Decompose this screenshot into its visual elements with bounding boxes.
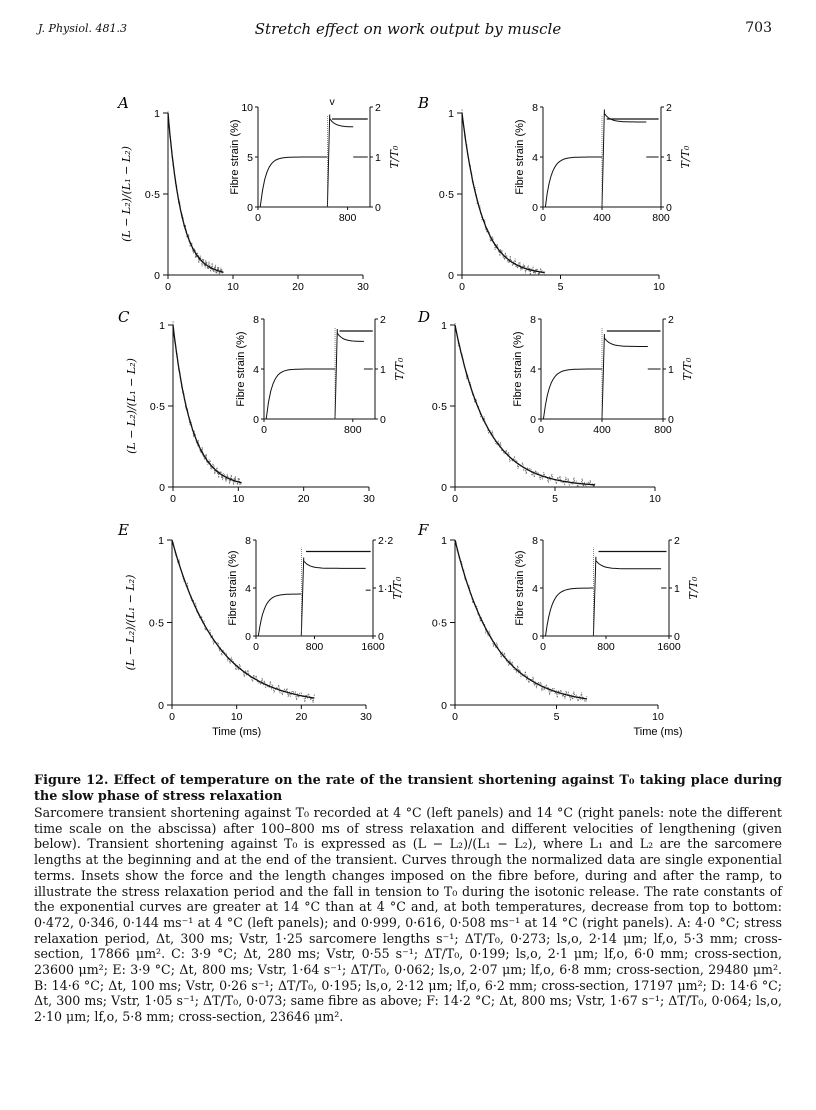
inset-right-tick-label: 1: [668, 364, 674, 376]
x-tick-label: 10: [230, 711, 243, 723]
inset: [235, 314, 406, 436]
x-tick-label: 20: [297, 493, 310, 505]
panel-f: [417, 521, 700, 738]
inset-right-tick-label: 1: [375, 152, 381, 164]
y-tick-label: 1: [448, 108, 454, 120]
caption-body: Sarcomere transient shortening against T₀ recorded at 4 °C (left panels) and 14 °C (right panels: note the different time scale on the abscissa) after 100–800 ms of stress relaxation and different velocities of lengthening (given below). Transient shortening against T₀ is expressed as (L − L₂)/(L₁ − L₂), where L₁ and L₂ are the sarcomere lengths at the beginning and at the end of the transient. Curves through the normalized data are single exponential terms. Insets show the force and the length changes imposed on the fibre before, during and after the ramp, to illustrate the stress relaxation period and the fall in tension to T₀ during the isotonic release. The rate constants of the exponential curves are greater at 14 °C than at 4 °C and, at both temperatures, decrease from top to bottom: 0·472, 0·346, 0·144 ms⁻¹ at 4 °C (left panels); and 0·999, 0·616, 0·508 ms⁻¹ at 14 °C (right panels). A: 4·0 °C; stress relaxation period, Δt, 300 ms; Vstr, 1·25 sarcomere lengths s⁻¹; ΔT/T₀, 0·273; ls,o, 2·14 μm; lf,o, 5·3 mm; cross-section, 17866 μm². C: 3·9 °C; Δt, 280 ms; Vstr, 0·55 s⁻¹; ΔT/T₀, 0·199; ls,o, 2·1 μm; lf,o, 6·0 mm; cross-section, 23600 μm²; E: 3·9 °C; Δt, 800 ms; Vstr, 1·64 s⁻¹; ΔT/T₀, 0·062; ls,o, 2·07 μm; lf,o, 6·8 mm; cross-section, 29480 μm². B: 14·6 °C; Δt, 100 ms; Vstr, 0·26 s⁻¹; ΔT/T₀, 0·195; ls,o, 2·12 μm; lf,o, 6·2 mm; cross-section, 17197 μm²; D: 14·6 °C; Δt, 300 ms; Vstr, 1·05 s⁻¹; ΔT/T₀, 0·073; same fibre as above; F: 14·2 °C; Δt, 800 ms; Vstr, 1·67 s⁻¹; ΔT/T₀, 0·064; ls,o, 2·10 μm; lf,o, 5·8 mm; cross-section, 23646 μm².: [34, 805, 782, 1025]
panel-b: [417, 94, 692, 293]
x-tick-label: 0: [165, 281, 171, 293]
strain-trace: [266, 369, 335, 419]
inset-right-label: T/T₀: [687, 576, 700, 600]
x-tick-label: 0: [459, 281, 465, 293]
x-tick-label: 10: [652, 711, 664, 723]
inset-right-label: T/T₀: [391, 576, 404, 600]
tension-trace: [327, 115, 353, 208]
inset-x-tick-label: 0: [540, 212, 546, 224]
inset-left-tick-label: 8: [532, 102, 538, 114]
strain-trace: [543, 369, 602, 419]
tension-trace: [602, 334, 648, 419]
inset-x-tick-label: 0: [255, 212, 261, 224]
strain-trace: [546, 588, 594, 636]
inset-x-tick-label: 400: [593, 424, 611, 436]
inset-x-tick-label: 800: [305, 641, 324, 653]
inset: [229, 96, 401, 224]
inset-left-tick-label: 0: [253, 414, 259, 426]
inset-x-tick-label: 0: [261, 424, 267, 436]
inset-left-label: Fibre strain (%): [512, 331, 524, 407]
panel-e: [117, 521, 404, 738]
x-tick-label: 30: [363, 493, 375, 505]
exponential-fit-line: [455, 325, 595, 485]
inset-left-tick-label: 0: [532, 631, 538, 643]
data-trace: [168, 111, 223, 275]
inset-right-tick-label: 0: [666, 202, 672, 214]
inset-x-tick-label: 1600: [657, 641, 681, 653]
y-tick-label: 1: [441, 535, 447, 547]
inset-right-tick-label: 2: [666, 102, 672, 114]
y-tick-label: 0: [448, 270, 454, 282]
panel-label: B: [418, 94, 430, 112]
tension-trace: [602, 110, 646, 208]
figure-caption: [34, 773, 782, 1025]
inset-left-tick-label: 4: [532, 583, 538, 595]
panel-label: C: [118, 308, 130, 326]
inset-x-tick-label: 0: [540, 641, 546, 653]
inset-left-label: Fibre strain (%): [229, 119, 241, 195]
inset-x-tick-label: 0: [538, 424, 544, 436]
inset-x-tick-label: 0: [253, 641, 259, 653]
inset: [227, 535, 404, 653]
inset-right-label: T/T₀: [681, 357, 694, 381]
journal-reference: J. Physiol. 481.3: [38, 22, 128, 35]
x-tick-label: 0: [170, 493, 176, 505]
x-tick-label: 10: [227, 281, 239, 293]
exponential-fit-line: [172, 540, 314, 698]
inset-x-tick-label: 800: [652, 212, 670, 224]
inset-right-tick-label: 1: [674, 583, 680, 595]
strain-trace: [258, 594, 301, 636]
y-tick-label: 1: [158, 535, 164, 547]
exponential-fit-line: [168, 113, 223, 272]
x-tick-label: 0: [452, 711, 458, 723]
inset-left-tick-label: 5: [247, 152, 253, 164]
inset-left-tick-label: 0: [245, 631, 251, 643]
inset-left-tick-label: 8: [245, 535, 251, 547]
inset-x-tick-label: 800: [597, 641, 615, 653]
y-tick-label: 0: [441, 700, 447, 712]
main-y-label: (L − L₂)/(L₁ − L₂): [125, 358, 138, 454]
exponential-fit-line: [173, 325, 242, 483]
inset-right-tick-label: 2: [375, 102, 381, 114]
y-tick-label: 1: [159, 320, 165, 332]
inset-left-tick-label: 4: [532, 152, 538, 164]
inset-left-label: Fibre strain (%): [227, 550, 239, 626]
y-tick-label: 0: [158, 700, 164, 712]
main-y-label: (L − L₂)/(L₁ − L₂): [124, 574, 137, 671]
x-tick-label: 30: [357, 281, 369, 293]
inset-x-tick-label: 800: [338, 212, 357, 224]
y-tick-label: 1: [154, 108, 160, 120]
inset-right-label: T/T₀: [393, 357, 406, 381]
inset-right-tick-label: 0: [375, 202, 381, 214]
y-tick-label: 0: [441, 482, 447, 494]
x-axis-label: Time (ms): [212, 726, 262, 738]
x-tick-label: 20: [292, 281, 304, 293]
y-tick-label: 1: [441, 320, 447, 332]
panel-c: [118, 308, 406, 505]
data-trace: [172, 540, 314, 703]
inset-left-tick-label: 8: [253, 314, 259, 326]
ramp-marker: v: [329, 96, 335, 108]
inset-right-tick-label: 0: [668, 414, 674, 426]
x-tick-label: 20: [295, 711, 308, 723]
inset: [512, 314, 694, 436]
running-title: Stretch effect on work output by muscle: [254, 20, 562, 38]
y-tick-label: 0: [159, 482, 165, 494]
x-tick-label: 10: [232, 493, 245, 505]
inset: [514, 535, 700, 653]
data-trace: [462, 109, 545, 275]
inset-left-tick-label: 8: [532, 535, 538, 547]
inset-right-tick-label: 0: [378, 631, 384, 643]
x-tick-label: 5: [553, 711, 560, 723]
inset-right-tick-label: 1: [666, 152, 672, 164]
inset-left-tick-label: 4: [530, 364, 536, 376]
inset-left-tick-label: 8: [530, 314, 536, 326]
panel-label: A: [118, 94, 129, 112]
tension-trace: [593, 557, 661, 636]
inset-right-tick-label: 1: [380, 364, 386, 376]
x-tick-label: 0: [452, 493, 458, 505]
x-tick-label: 5: [552, 493, 558, 505]
inset-x-tick-label: 800: [344, 424, 362, 436]
x-tick-label: 0: [169, 711, 175, 723]
main-y-label: (L − L₂)/(L₁ − L₂): [120, 146, 133, 242]
y-tick-label: 0·5: [148, 617, 164, 630]
y-tick-label: 0·5: [431, 617, 447, 630]
panel-a: [116, 94, 401, 293]
inset-left-label: Fibre strain (%): [235, 331, 247, 407]
inset-right-tick-label: 2: [674, 535, 680, 547]
inset-right-label: T/T₀: [388, 145, 401, 169]
inset-right-tick-label: 1·1: [378, 583, 394, 595]
y-tick-label: 0: [154, 270, 160, 282]
x-tick-label: 30: [360, 711, 372, 723]
inset-right-tick-label: 2·2: [378, 535, 394, 547]
x-axis-label: Time (ms): [633, 726, 683, 738]
inset-left-tick-label: 4: [253, 364, 259, 376]
x-tick-label: 5: [557, 281, 564, 293]
inset: [514, 102, 692, 224]
exponential-fit-line: [462, 113, 545, 273]
inset-right-label: T/T₀: [679, 145, 692, 169]
inset-right-tick-label: 2: [380, 314, 386, 326]
inset-x-tick-label: 400: [593, 212, 611, 224]
y-tick-label: 0·5: [149, 401, 165, 413]
x-tick-label: 10: [653, 281, 665, 293]
panel-label: D: [418, 308, 431, 326]
inset-x-tick-label: 800: [654, 424, 672, 436]
inset-left-label: Fibre strain (%): [514, 550, 526, 626]
inset-left-tick-label: 10: [241, 102, 253, 114]
inset-right-tick-label: 0: [380, 414, 386, 426]
inset-left-label: Fibre strain (%): [514, 119, 526, 195]
inset-right-tick-label: 2: [668, 314, 674, 326]
inset-right-tick-label: 0: [674, 631, 680, 643]
inset-left-tick-label: 0: [532, 202, 538, 214]
inset-x-tick-label: 1600: [361, 641, 385, 653]
inset-left-tick-label: 0: [247, 202, 253, 214]
y-tick-label: 0·5: [431, 401, 447, 413]
inset-left-tick-label: 0: [530, 414, 536, 426]
caption-title: Figure 12. Effect of temperature on the rate of the transient shortening against T₀ taking place during the slow phase of stress relaxation: [34, 773, 782, 804]
y-tick-label: 0·5: [144, 189, 160, 201]
page-number: 703: [745, 20, 772, 36]
strain-trace: [260, 157, 327, 207]
x-tick-label: 10: [649, 493, 661, 505]
panel-label: E: [118, 521, 129, 539]
tension-trace: [335, 329, 364, 419]
tension-trace: [301, 558, 365, 637]
data-trace: [455, 323, 595, 487]
strain-trace: [545, 157, 602, 207]
panel-d: [417, 308, 694, 505]
panel-label: F: [418, 521, 429, 539]
inset-left-tick-label: 4: [245, 583, 251, 595]
y-tick-label: 0·5: [438, 189, 454, 201]
